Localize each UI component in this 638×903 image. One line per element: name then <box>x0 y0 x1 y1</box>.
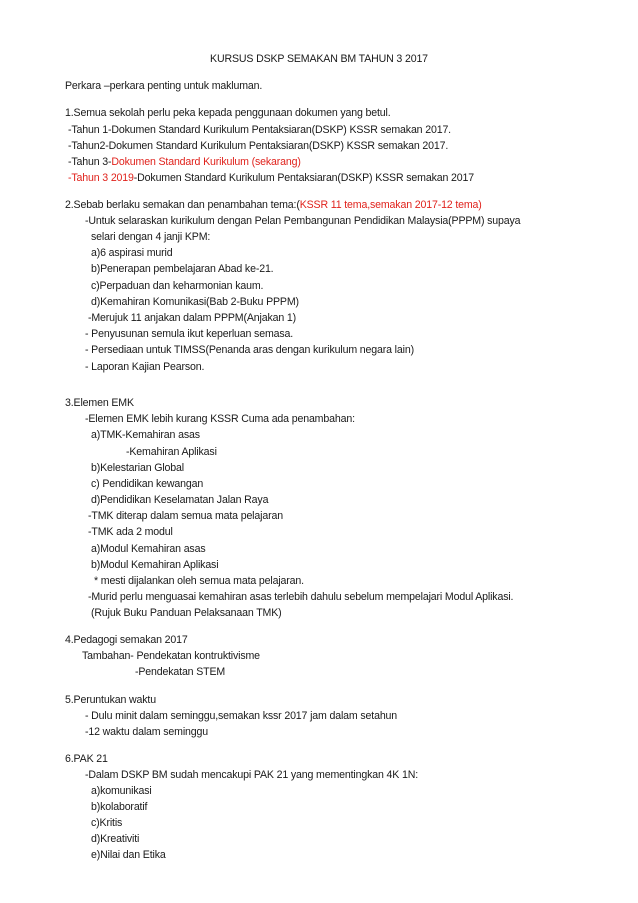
section-3-line: -Elemen EMK lebih kurang KSSR Cuma ada penambahan: <box>85 413 355 425</box>
list-item: d)Kreativiti <box>91 833 140 845</box>
section-3-line: -Murid perlu menguasai kemahiran asas terlebih dahulu sebelum mempelajari Modul Aplikasi. <box>88 591 514 603</box>
list-item: b)Penerapan pembelajaran Abad ke-21. <box>91 263 274 275</box>
section-2-heading-text: 2.Sebab berlaku semakan dan penambahan tema:( <box>65 199 300 211</box>
section-2-line: - Persediaan untuk TIMSS(Penanda aras dengan kurikulum negara lain) <box>85 344 414 356</box>
section-4-line: -Pendekatan STEM <box>135 666 226 678</box>
highlighted-text: -Tahun 3 2019 <box>68 172 134 184</box>
section-2-line: - Penyusunan semula ikut keperluan semasa. <box>85 328 294 340</box>
list-item: b)Modul Kemahiran Aplikasi <box>91 559 219 571</box>
section-1-line: -Tahun 1-Dokumen Standard Kurikulum Pentaksiaran(DSKP) KSSR semakan 2017. <box>68 124 451 136</box>
section-2-line: - Laporan Kajian Pearson. <box>85 361 205 373</box>
section-2-line: -Merujuk 11 anjakan dalam PPPM(Anjakan 1) <box>88 312 296 324</box>
highlighted-text: Dokumen Standard Kurikulum (sekarang) <box>111 156 301 168</box>
list-item: d)Pendidikan Keselamatan Jalan Raya <box>91 494 269 506</box>
section-2-line: -Untuk selaraskan kurikulum dengan Pelan Pembangunan Pendidikan Malaysia(PPPM) supaya <box>85 215 521 227</box>
list-item: a)komunikasi <box>91 785 152 797</box>
section-3-line: (Rujuk Buku Panduan Pelaksanaan TMK) <box>91 607 282 619</box>
list-item: b)kolaboratif <box>91 801 148 813</box>
document-title: KURSUS DSKP SEMAKAN BM TAHUN 3 2017 <box>210 53 428 65</box>
list-item: a)TMK-Kemahiran asas <box>91 429 200 441</box>
tahun-3-2019-text: -Dokumen Standard Kurikulum Pentaksiaran(DSKP) KSSR semakan 2017 <box>133 172 474 184</box>
section-1-line: -Tahun2-Dokumen Standard Kurikulum Pentaksiaran(DSKP) KSSR semakan 2017. <box>68 140 449 152</box>
section-3-line: -TMK ada 2 modul <box>88 526 173 538</box>
section-5-heading: 5.Peruntukan waktu <box>65 694 156 706</box>
list-item: c)Kritis <box>91 817 123 829</box>
list-item: d)Kemahiran Komunikasi(Bab 2-Buku PPPM) <box>91 296 299 308</box>
section-1-line <box>68 156 301 169</box>
list-item: * mesti dijalankan oleh semua mata pelajaran. <box>94 575 304 587</box>
section-6-heading: 6.PAK 21 <box>65 753 108 765</box>
tahun-3-label: -Tahun 3- <box>68 156 112 168</box>
intro-text: Perkara –perkara penting untuk makluman. <box>65 80 263 92</box>
list-item: b)Kelestarian Global <box>91 462 184 474</box>
list-item: -Kemahiran Aplikasi <box>126 446 217 458</box>
section-5-line: - Dulu minit dalam seminggu,semakan kssr 2017 jam dalam setahun <box>85 710 398 722</box>
section-2-heading <box>65 199 482 212</box>
section-2-line: selari dengan 4 janji KPM: <box>91 231 211 243</box>
section-3-heading: 3.Elemen EMK <box>65 397 134 409</box>
list-item: c) Pendidikan kewangan <box>91 478 204 490</box>
list-item: c)Perpaduan dan keharmonian kaum. <box>91 280 264 292</box>
section-3-line: -TMK diterap dalam semua mata pelajaran <box>88 510 283 522</box>
section-1-heading: 1.Semua sekolah perlu peka kepada penggunaan dokumen yang betul. <box>65 107 391 119</box>
section-1-line <box>68 172 474 185</box>
section-4-line: Tambahan- Pendekatan kontruktivisme <box>82 650 260 662</box>
section-6-line: -Dalam DSKP BM sudah mencakupi PAK 21 yang mementingkan 4K 1N: <box>85 769 419 781</box>
section-5-line: -12 waktu dalam seminggu <box>85 726 209 738</box>
list-item: a)Modul Kemahiran asas <box>91 543 206 555</box>
section-4-heading: 4.Pedagogi semakan 2017 <box>65 634 188 646</box>
highlighted-text: KSSR 11 tema,semakan 2017-12 tema) <box>299 199 482 211</box>
list-item: e)Nilai dan Etika <box>91 849 166 861</box>
list-item: a)6 aspirasi murid <box>91 247 173 259</box>
